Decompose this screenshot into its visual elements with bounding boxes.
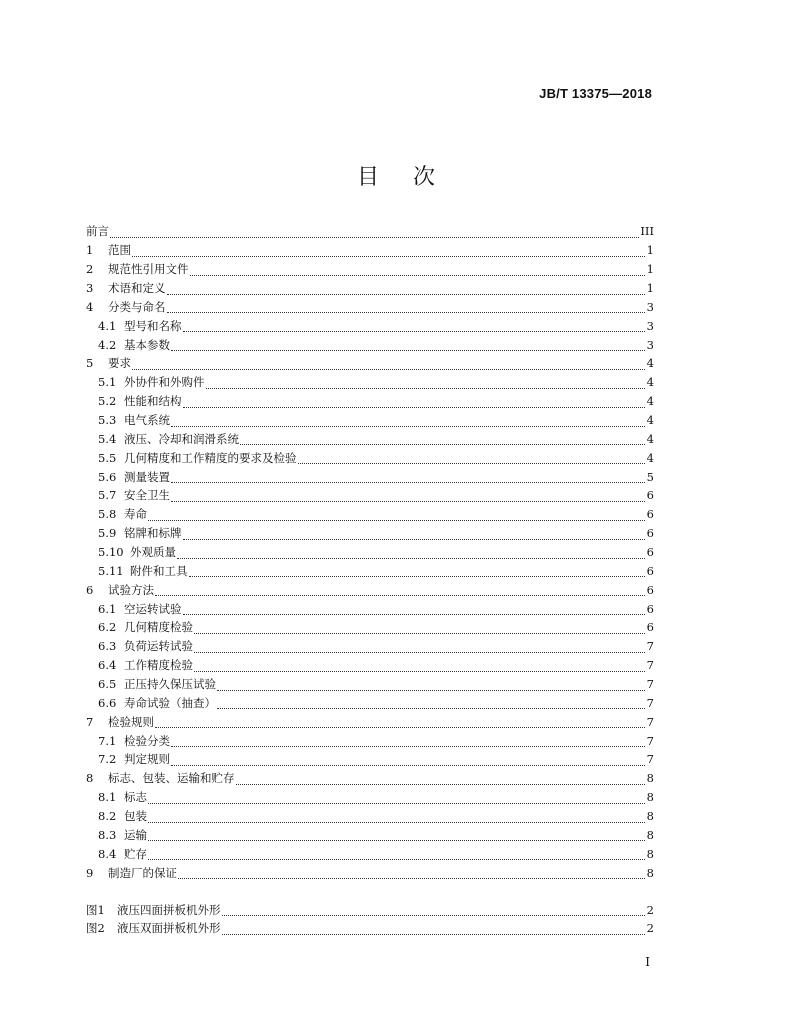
toc-entry-number: 8.1 [98,790,117,805]
toc-page-number: 4 [646,413,654,428]
toc-entry-label: 电气系统 [124,413,170,428]
toc-entry-label: 安全卫生 [124,488,170,503]
toc-page-number: 6 [646,582,654,597]
toc-entry[interactable] [86,826,654,845]
page-number: I [645,955,650,969]
toc-entry[interactable] [86,807,654,826]
toc-page-number: 7 [646,639,654,654]
dot-leader [194,661,645,672]
toc-page-number: 6 [646,488,654,503]
toc-entry-label: 外协件和外购件 [124,375,205,390]
dot-leader [240,434,645,445]
dot-leader [167,284,646,295]
toc-entry-number: 8.4 [98,846,117,861]
toc-entry-number: 7.2 [98,752,117,767]
dot-leader [148,812,645,823]
toc-entry-label: 工作精度检验 [124,658,193,673]
dot-leader [222,905,646,916]
toc-entry[interactable] [86,543,654,562]
toc-entry[interactable] [86,693,654,712]
toc-entry-number: 6.4 [98,658,117,673]
toc-page-number: 6 [646,545,654,560]
dot-leader [148,849,645,860]
dot-leader [206,378,646,389]
dot-leader [132,359,645,370]
toc-entry[interactable] [86,297,654,316]
dot-leader [177,548,645,559]
toc-page-number: 6 [646,620,654,635]
dot-leader [236,774,646,785]
toc-entry[interactable] [86,656,654,675]
dot-leader [183,321,646,332]
toc-page-number: 8 [646,865,654,880]
toc-page-number: 8 [646,771,654,786]
toc-entry-label: 前言 [86,224,109,239]
figure-entry[interactable] [86,919,654,938]
dot-leader [155,717,645,728]
toc-entry-number: 5.9 [98,526,117,541]
toc-entry-number: 1 [86,243,94,258]
figure-title: 液压四面拼板机外形 [117,902,221,917]
toc-entry-label: 判定规则 [124,752,170,767]
toc-entry[interactable] [86,599,654,618]
toc-entry[interactable] [86,580,654,599]
dot-leader [183,397,646,408]
dot-leader [183,529,646,540]
toc-entry-number: 5.8 [98,507,117,522]
toc-page-number: 3 [646,318,654,333]
toc-entry-label: 规范性引用文件 [108,262,189,277]
toc-entry-number: 8 [86,771,94,786]
toc-entry-label: 范围 [108,243,131,258]
toc-page-number: 7 [646,658,654,673]
toc-page-number: 6 [646,507,654,522]
toc-entry-label: 外观质量 [130,545,176,560]
dot-leader [217,680,645,691]
toc-entry[interactable] [86,260,654,279]
toc-entry[interactable] [86,411,654,430]
toc-entry[interactable] [86,279,654,298]
toc-entry-label: 性能和结构 [124,394,182,409]
toc-page-number: 7 [646,714,654,729]
toc-entry-number: 4.1 [98,318,117,333]
toc-page-number: 8 [646,827,654,842]
toc-entry-label: 寿命 [124,507,147,522]
toc-entry[interactable] [86,844,654,863]
toc-entry[interactable] [86,486,654,505]
toc-entry-number: 5.6 [98,469,117,484]
toc-entry-number: 5.10 [98,545,124,560]
toc-page-number: 1 [646,281,654,295]
toc-entry-number: 4.2 [98,337,117,352]
toc-entry-label: 负荷运转试验 [124,639,193,654]
toc-page-number: 4 [646,431,654,446]
toc-page-number: 6 [646,563,654,578]
toc-entry-number: 5.5 [98,450,117,465]
toc-page-number: 7 [646,752,654,767]
toc-page-number: 3 [646,299,654,314]
toc-entry-number: 5.3 [98,413,117,428]
dot-leader [171,472,645,483]
dot-leader [189,566,646,577]
toc-page-number: 4 [646,450,654,465]
toc-entry-label: 正压持久保压试验 [124,677,216,692]
toc-entry-label: 型号和名称 [124,318,182,333]
toc-entry[interactable] [86,788,654,807]
toc-entry-number: 6.6 [98,695,117,710]
toc-entry[interactable] [86,637,654,656]
toc-entry-number: 9 [86,865,94,880]
toc-entry-number: 5.2 [98,394,117,409]
toc-entry[interactable] [86,505,654,524]
toc-entry[interactable] [86,222,654,241]
toc-entry[interactable] [86,335,654,354]
toc-entry[interactable] [86,712,654,731]
toc-entry-number: 7 [86,714,94,729]
toc-page-number: 1 [646,262,654,277]
toc-entry-label: 铭牌和标牌 [124,526,182,541]
toc-entry-label: 贮存 [124,846,147,861]
dot-leader [194,623,645,634]
toc-page-number: 8 [646,790,654,805]
dot-leader [183,604,646,615]
toc-entry-label: 空运转试验 [124,601,182,616]
dot-leader [171,755,645,766]
table-of-contents [86,222,654,938]
toc-page-number: 8 [646,846,654,861]
toc-page-number: 8 [646,809,654,824]
toc-entry[interactable] [86,429,654,448]
toc-entry-label: 运输 [124,827,147,842]
toc-entry-number: 5.4 [98,431,117,446]
toc-page-number: 2 [646,921,654,936]
toc-entry[interactable] [86,241,654,260]
toc-page-number: III [640,224,654,239]
toc-entry[interactable] [86,769,654,788]
dot-leader [167,302,646,313]
toc-page-number: 3 [646,337,654,352]
toc-page-number: 6 [646,601,654,616]
dot-leader [132,246,645,257]
dot-leader [171,416,645,427]
dot-leader [217,698,645,709]
toc-entry-label: 检验分类 [124,733,170,748]
dot-leader [171,736,645,747]
dot-leader [171,340,645,351]
toc-entry[interactable] [86,731,654,750]
toc-entry-label: 附件和工具 [130,563,188,578]
toc-entry-label: 要求 [108,356,131,371]
dot-leader [148,830,645,841]
toc-entry[interactable] [86,618,654,637]
toc-page-number: 1 [646,243,654,258]
toc-entry-label: 试验方法 [108,582,154,597]
toc-entry-number: 7.1 [98,733,117,748]
toc-entry[interactable] [86,863,654,882]
toc-entry-label: 检验规则 [108,714,154,729]
page-title [0,160,792,191]
toc-entry-number: 5.7 [98,488,117,503]
dot-leader [155,585,645,596]
toc-entry[interactable] [86,392,654,411]
toc-entry-number: 5.1 [98,375,117,390]
toc-entry-label: 几何精度检验 [124,620,193,635]
toc-entry-number: 6 [86,582,94,597]
dot-leader [222,924,646,935]
figure-entry[interactable] [86,900,654,919]
toc-page-number: 5 [646,469,654,484]
title-char-2: 次 [413,165,436,190]
figure-number: 图1 [86,902,105,917]
title-char-1: 目 [356,165,379,190]
dot-leader [194,642,645,653]
toc-entry[interactable] [86,675,654,694]
toc-page-number: 7 [646,695,654,710]
toc-page-number: 7 [646,677,654,692]
dot-leader [148,793,645,804]
toc-page-number: 4 [646,394,654,409]
toc-entry-label: 液压、冷却和润滑系统 [124,431,239,446]
toc-entry-number: 2 [86,262,94,277]
toc-entry[interactable] [86,467,654,486]
dot-leader [190,265,646,276]
toc-entry-number: 4 [86,299,94,314]
toc-entry-number: 8.3 [98,827,117,842]
toc-page-number: 4 [646,356,654,371]
toc-entry[interactable] [86,373,654,392]
toc-entry-label: 几何精度和工作精度的要求及检验 [124,450,297,465]
toc-entry[interactable] [86,524,654,543]
toc-entry-number: 6.1 [98,601,117,616]
document-code: JB/T 13375—2018 [539,86,652,101]
toc-entry-number: 6.5 [98,677,117,692]
toc-entry-label: 测量装置 [124,469,170,484]
toc-entry-label: 标志、包装、运输和贮存 [108,771,235,786]
toc-entry-number: 6.2 [98,620,117,635]
toc-entry-label: 包装 [124,809,147,824]
figure-number: 图2 [86,921,105,936]
dot-leader [171,491,645,502]
toc-entry-number: 6.3 [98,639,117,654]
toc-entry[interactable] [86,750,654,769]
toc-entry[interactable] [86,561,654,580]
toc-page-number: 6 [646,526,654,541]
figure-title: 液压双面拼板机外形 [117,921,221,936]
toc-page-number: 2 [646,902,654,917]
toc-entry-label: 分类与命名 [108,299,166,314]
toc-entry-number: 5 [86,356,94,371]
toc-entry-number: 5.11 [98,563,124,578]
dot-leader [298,453,646,464]
dot-leader [148,510,645,521]
toc-entry[interactable] [86,316,654,335]
toc-entry[interactable] [86,448,654,467]
dot-leader [110,227,639,238]
toc-entry[interactable] [86,354,654,373]
toc-entry-number: 8.2 [98,809,117,824]
toc-entry-label: 标志 [124,790,147,805]
toc-entry-number: 3 [86,281,94,295]
toc-entry-label: 寿命试验（抽查） [124,695,216,710]
toc-entry-label: 术语和定义 [108,281,166,295]
toc-entry-label: 制造厂的保证 [108,865,177,880]
toc-page-number: 7 [646,733,654,748]
dot-leader [178,868,645,879]
toc-page-number: 4 [646,375,654,390]
toc-entry-label: 基本参数 [124,337,170,352]
